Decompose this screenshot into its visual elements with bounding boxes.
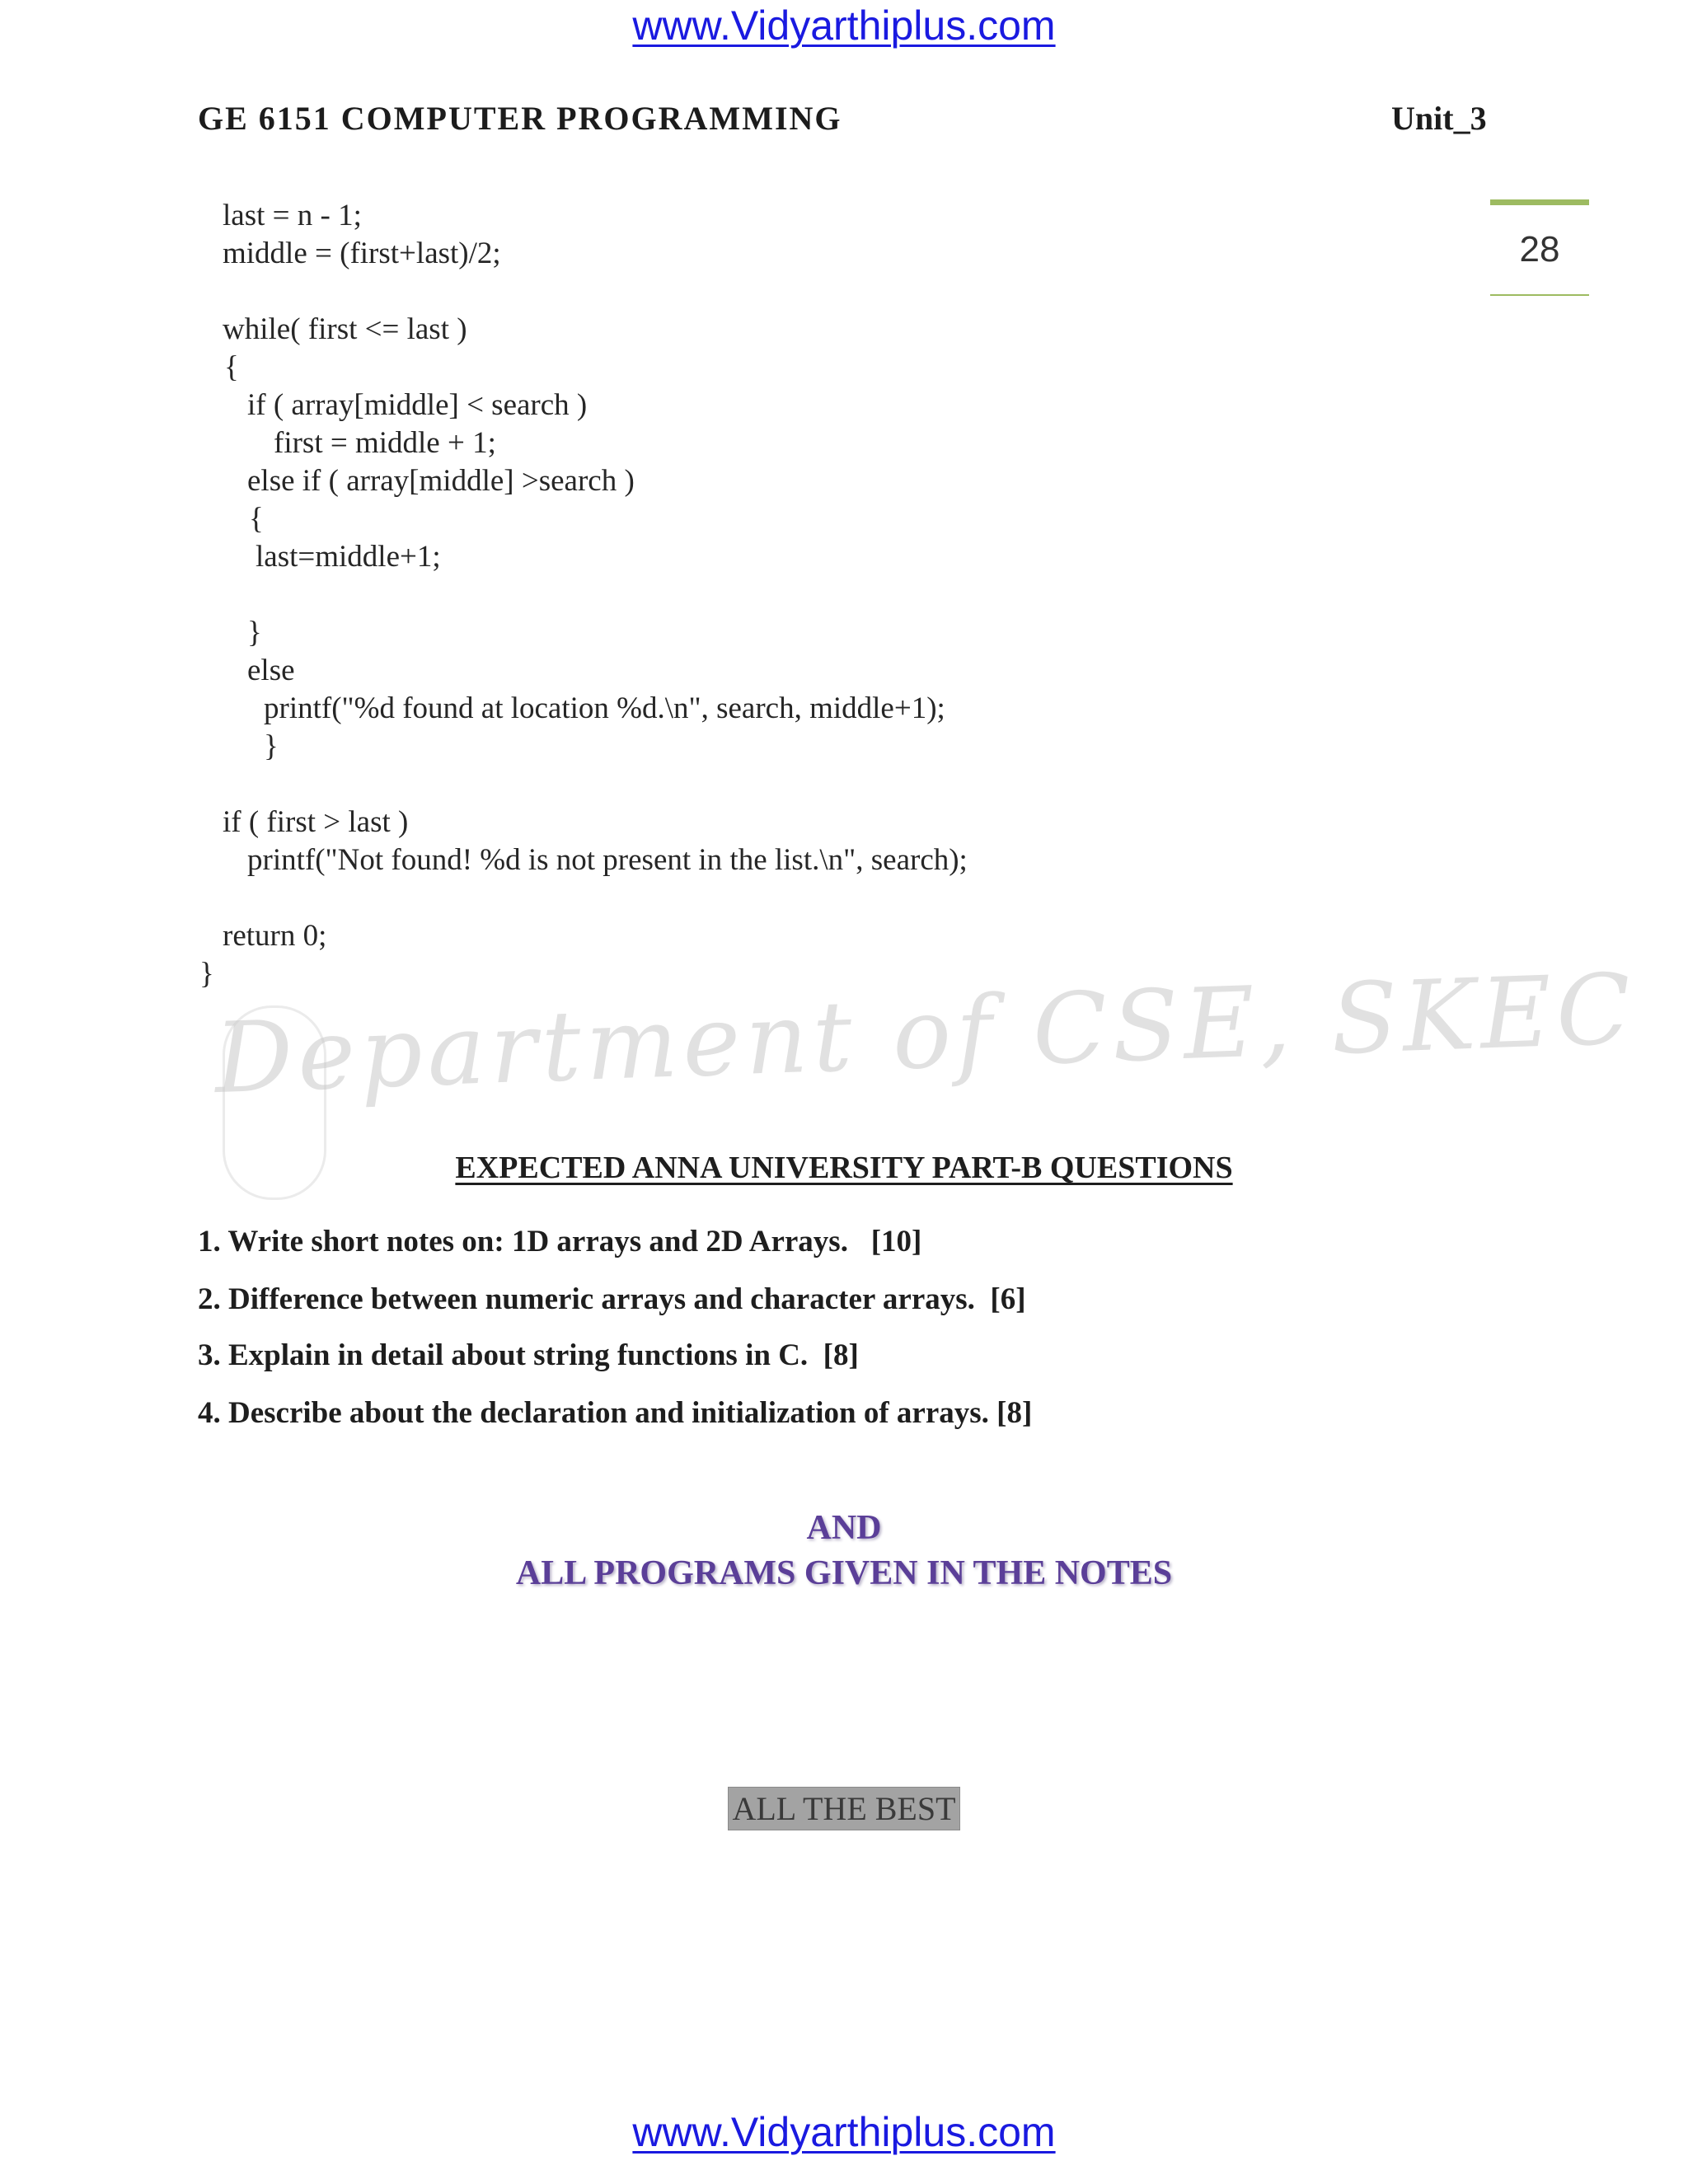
code-line: printf("Not found! %d is not present in the list.\n", search); — [247, 843, 968, 877]
code-line: return 0; — [223, 919, 327, 953]
code-line: } — [264, 729, 279, 763]
all-the-best-wrap — [0, 1787, 1688, 1830]
code-line: last = n - 1; — [223, 199, 362, 232]
code-line: middle = (first+last)/2; — [223, 237, 501, 270]
section-heading: EXPECTED ANNA UNIVERSITY PART-B QUESTIONS — [455, 1151, 1233, 1185]
question-item: 4. Describe about the declaration and initialization of arrays. [8] — [198, 1396, 1033, 1430]
header-title: GE 6151 COMPUTER PROGRAMMING — [198, 100, 842, 137]
code-line: first = middle + 1; — [274, 426, 496, 460]
header-unit: Unit_3 — [1391, 100, 1487, 137]
code-line: else if ( array[middle] >search ) — [247, 464, 635, 498]
question-item: 2. Difference between numeric arrays and character arrays. [6] — [198, 1282, 1026, 1316]
closing-and: AND — [806, 1509, 882, 1547]
code-line: { — [249, 502, 264, 536]
code-line: while( first <= last ) — [223, 312, 467, 346]
code-line: if ( array[middle] < search ) — [247, 388, 588, 422]
watermark: Department of CSE, SKEC — [213, 951, 1638, 1116]
question-item: 1. Write short notes on: 1D arrays and 2D Arrays. [10] — [198, 1225, 922, 1258]
page-number-top-rule — [1490, 199, 1589, 205]
code-line: } — [247, 616, 262, 649]
code-line: } — [199, 957, 214, 991]
site-link-top[interactable]: www.Vidyarthiplus.com — [632, 2, 1056, 49]
question-item: 3. Explain in detail about string functions in C. [8] — [198, 1338, 859, 1372]
site-link-bottom[interactable]: www.Vidyarthiplus.com — [632, 2109, 1056, 2155]
code-line: last=middle+1; — [256, 540, 441, 574]
code-line: printf("%d found at location %d.\n", search, middle+1); — [264, 691, 945, 725]
all-the-best: ALL THE BEST — [728, 1787, 959, 1830]
code-line: if ( first > last ) — [223, 805, 409, 839]
code-line: { — [224, 350, 239, 384]
closing-programs: ALL PROGRAMS GIVEN IN THE NOTES — [515, 1554, 1173, 1592]
page-number-bottom-rule — [1490, 294, 1589, 296]
page-number: 28 — [1519, 229, 1560, 269]
code-line: else — [247, 654, 295, 687]
